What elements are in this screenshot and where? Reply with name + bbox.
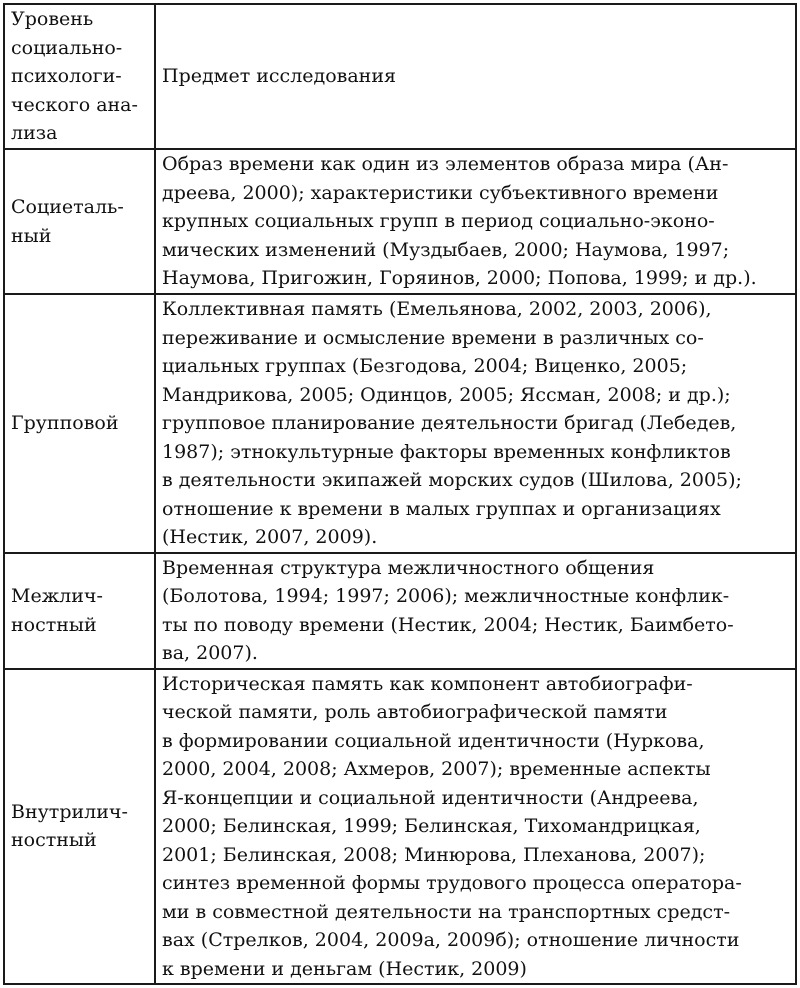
subject-line: переживание и осмысление времени в различных со- bbox=[162, 326, 704, 349]
table-row bbox=[4, 553, 796, 669]
subject-line: Коллективная память (Емельянова, 2002, 2003, 2006), bbox=[162, 298, 712, 320]
subject-line: Историческая память как компонент автобиографи- bbox=[162, 672, 693, 695]
header-subject-line: Предмет исследования bbox=[162, 65, 396, 88]
subject-line: дреева, 2000); характеристики субъективного времени bbox=[162, 181, 719, 204]
subject-line: в формировании социальной идентичности (Нуркова, bbox=[162, 729, 705, 752]
level-line: Межлич- bbox=[11, 585, 103, 607]
subject-line: Образ времени как один из элементов образа мира (Ан- bbox=[162, 153, 729, 176]
subject-cell bbox=[155, 669, 796, 985]
subject-line: ва, 2007). bbox=[162, 642, 258, 664]
subject-line: Мандрикова, 2005; Одинцов, 2005; Яссман, 2008; и др.); bbox=[162, 383, 731, 406]
subject-line: Временная структура межличностного общения bbox=[162, 556, 655, 579]
subject-line: (Нестик, 2007, 2009). bbox=[162, 526, 378, 548]
header-subject-cell bbox=[155, 4, 796, 149]
level-line: ный bbox=[11, 224, 52, 247]
level-line: Групповой bbox=[11, 412, 119, 434]
subject-line: Я-концепции и социальной идентичности (Андреева, bbox=[162, 786, 699, 809]
analysis-levels-table bbox=[3, 3, 797, 985]
subject-line: ты по поводу времени (Нестик, 2004; Нестик, Баимбето- bbox=[162, 613, 734, 636]
subject-line: Наумова, Пригожин, Горяинов, 2000; Попова, 1999; и др.). bbox=[162, 267, 757, 290]
level-line: Внутрилич- bbox=[11, 800, 128, 823]
level-line: ностный bbox=[11, 829, 97, 852]
level-cell bbox=[4, 149, 155, 294]
subject-line: 1987); этнокультурные факторы временных конфликтов bbox=[162, 440, 731, 463]
subject-line: вах (Стрелков, 2004, 2009а, 2009б); отношение личности bbox=[162, 929, 740, 951]
level-cell bbox=[4, 553, 155, 669]
subject-line: ми в совместной деятельности на транспортных средст- bbox=[162, 900, 731, 923]
header-level-cell bbox=[4, 4, 155, 149]
subject-line: циальных группах (Безгодова, 2004; Виценко, 2005; bbox=[162, 355, 688, 377]
header-level-line: лиза bbox=[11, 122, 58, 145]
header-level-line: Уровень bbox=[11, 8, 94, 31]
level-line: ностный bbox=[11, 613, 97, 636]
subject-line: групповое планирование деятельности бригад (Лебедев, bbox=[162, 412, 737, 434]
header-level-line: ческого ана- bbox=[11, 93, 138, 116]
subject-line: мических изменений (Муздыбаев, 2000; Наумова, 1997; bbox=[162, 238, 730, 261]
table-header-row bbox=[4, 4, 796, 149]
subject-line: в деятельности экипажей морских судов (Шилова, 2005); bbox=[162, 469, 742, 491]
subject-cell bbox=[155, 149, 796, 294]
subject-line: синтез временной формы трудового процесса оператора- bbox=[162, 872, 742, 894]
header-level-line: социально- bbox=[11, 36, 123, 59]
subject-line: ческой памяти, роль автобиографической памяти bbox=[162, 701, 668, 723]
subject-line: (Болотова, 1994; 1997; 2006); межличностные конфлик- bbox=[162, 585, 730, 607]
header-level-line: психологи- bbox=[11, 65, 122, 88]
subject-line: отношение к времени в малых группах и организациях bbox=[162, 497, 721, 520]
subject-cell bbox=[155, 553, 796, 669]
level-cell bbox=[4, 669, 155, 985]
table-row bbox=[4, 669, 796, 985]
subject-line: 2000, 2004, 2008; Ахмеров, 2007); временные аспекты bbox=[162, 758, 711, 780]
subject-line: 2000; Белинская, 1999; Белинская, Тихомандрицкая, bbox=[162, 815, 701, 837]
subject-line: крупных социальных групп в период социально-эконо- bbox=[162, 210, 715, 233]
subject-cell bbox=[155, 294, 796, 553]
subject-line: к времени и деньгам (Нестик, 2009) bbox=[162, 957, 527, 980]
table-row bbox=[4, 149, 796, 294]
table-row bbox=[4, 294, 796, 553]
level-cell bbox=[4, 294, 155, 553]
subject-line: 2001; Белинская, 2008; Минюрова, Плеханова, 2007); bbox=[162, 843, 706, 866]
level-line: Социеталь- bbox=[11, 196, 124, 218]
